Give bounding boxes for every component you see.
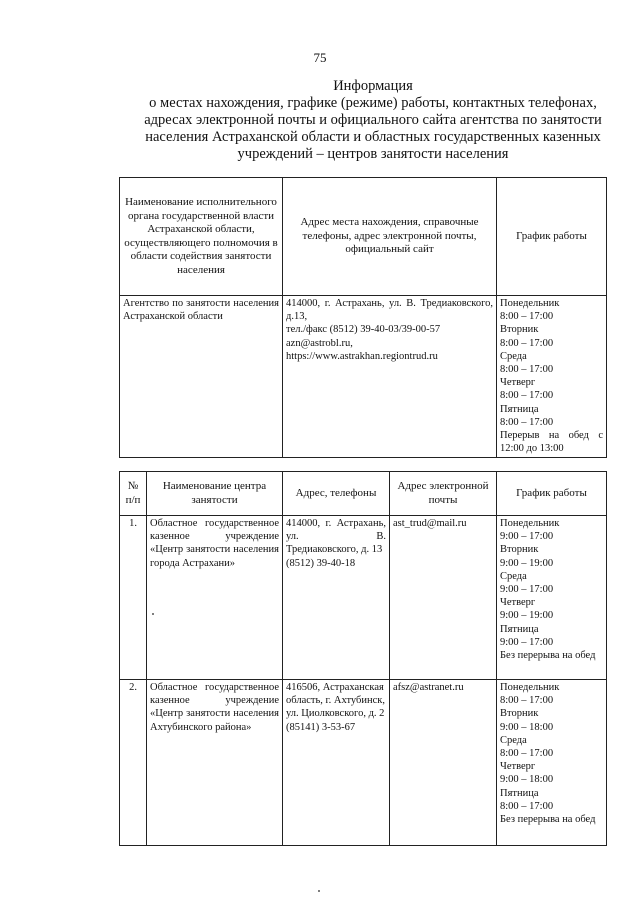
schedule-day: Среда	[500, 570, 527, 582]
header-num: № п/п	[120, 472, 147, 516]
header-address: Адрес места нахождения, справочные телефоны, адрес электронной почты, официальный сайт	[283, 178, 497, 296]
schedule-lunch-break: Перерыв на обед с 12:00 до 13:00	[500, 430, 603, 455]
header-name: Наименование центра занятости	[147, 472, 283, 516]
schedule-hours: 9:00 – 19:00	[500, 610, 554, 622]
schedule-day: Четверг	[500, 761, 536, 773]
agency-schedule	[497, 296, 607, 458]
scan-speck	[318, 890, 320, 892]
table-row	[120, 516, 607, 680]
schedule-hours: 8:00 – 17:00	[500, 390, 554, 402]
schedule-hours: 9:00 – 17:00	[500, 636, 554, 648]
centers-table-header-row	[120, 472, 607, 516]
schedule-day: Среда	[500, 734, 527, 746]
schedule-hours: 8:00 – 17:00	[500, 748, 554, 760]
header-address-phones: Адрес, телефоны	[283, 472, 390, 516]
row-number: 1.	[120, 516, 147, 680]
header-organ: Наименование исполнительного органа государственной власти Астраханской области, осуществляющего полномочия в области содействия занятости населения	[120, 178, 283, 296]
title-line-5: учреждений – центров занятости населения	[237, 146, 509, 162]
schedule-hours: 8:00 – 17:00	[500, 364, 554, 376]
table-row	[120, 680, 607, 846]
schedule-hours: 9:00 – 18:00	[500, 774, 554, 786]
agency-email: azn@astrobl.ru,	[286, 337, 353, 349]
schedule-hours: 9:00 – 17:00	[500, 531, 554, 543]
agency-table	[119, 177, 607, 458]
schedule-hours: 9:00 – 19:00	[500, 557, 554, 569]
centers-table	[119, 471, 607, 846]
title-line-3: адресах электронной почты и официального сайта агентства по занятости	[144, 112, 602, 128]
schedule-hours: 8:00 – 17:00	[500, 800, 554, 812]
header-schedule: График работы	[497, 472, 607, 516]
schedule-lunch-break: Без перерыва на обед	[500, 814, 596, 826]
center-address: 414000, г. Астрахань, ул. В. Тредиаковского, д. 13	[286, 518, 386, 556]
agency-website: https://www.astrakhan.regiontrud.ru	[286, 350, 438, 362]
center-name: Областное государственное казенное учреждение «Центр занятости населения Ахтубинского района»	[147, 680, 283, 846]
agency-table-header-row	[120, 178, 607, 296]
center-schedule	[497, 680, 607, 846]
schedule-day: Пятница	[500, 623, 539, 635]
title-line-4: населения Астраханской области и областных государственных казенных	[145, 129, 601, 145]
center-address: 416506, Астраханская область, г. Ахтубинск, ул. Циолковского, д. 2	[286, 682, 385, 720]
agency-phone: тел./факс (8512) 39-40-03/39-00-57	[286, 324, 441, 336]
agency-address-cell	[283, 296, 497, 458]
schedule-day: Вторник	[500, 544, 539, 556]
center-address-cell	[283, 680, 390, 846]
schedule-hours: 9:00 – 17:00	[500, 584, 554, 596]
schedule-hours: 8:00 – 17:00	[500, 416, 554, 428]
schedule-hours: 8:00 – 17:00	[500, 337, 554, 349]
page-number: 75	[313, 50, 327, 65]
schedule-day: Вторник	[500, 708, 539, 720]
schedule-day: Понедельник	[500, 298, 560, 309]
header-schedule: График работы	[497, 178, 607, 296]
document-title	[118, 78, 628, 163]
schedule-day: Вторник	[500, 324, 539, 336]
center-phone: (85141) 3-53-67	[286, 721, 356, 733]
agency-row	[120, 296, 607, 458]
center-name: Областное государственное казенное учреждение «Центр занятости населения города Астрахани»	[147, 516, 283, 680]
schedule-hours: 8:00 – 17:00	[500, 311, 554, 323]
center-email: ast_trud@mail.ru	[390, 516, 497, 680]
scan-speck	[152, 613, 154, 615]
schedule-day: Пятница	[500, 403, 539, 415]
schedule-day: Четверг	[500, 597, 536, 609]
agency-address: 414000, г. Астрахань, ул. В. Тредиаковского, д.13,	[286, 298, 493, 323]
row-number: 2.	[120, 680, 147, 846]
center-address-cell	[283, 516, 390, 680]
schedule-day: Среда	[500, 350, 527, 362]
center-email: afsz@astranet.ru	[390, 680, 497, 846]
schedule-day: Четверг	[500, 377, 536, 389]
schedule-hours: 8:00 – 17:00	[500, 695, 554, 707]
title-line-2: о местах нахождения, графике (режиме) работы, контактных телефонах,	[149, 95, 597, 111]
center-schedule	[497, 516, 607, 680]
schedule-day: Пятница	[500, 787, 539, 799]
center-phone: (8512) 39-40-18	[286, 557, 356, 569]
agency-name: Агентство по занятости населения Астраханской области	[120, 296, 283, 458]
schedule-day: Понедельник	[500, 518, 560, 529]
header-email: Адрес электронной почты	[390, 472, 497, 516]
schedule-day: Понедельник	[500, 682, 560, 693]
title-line-1: Информация	[333, 78, 413, 94]
schedule-hours: 9:00 – 18:00	[500, 721, 554, 733]
schedule-lunch-break: Без перерыва на обед	[500, 650, 596, 662]
